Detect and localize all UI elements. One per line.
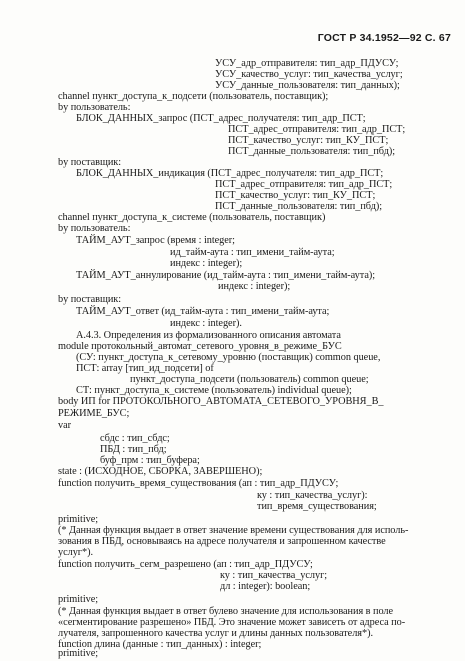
text-line: primitive; (58, 594, 99, 605)
text-line: БЛОК_ДАННЫХ_индикация (ПСТ_адрес_получателя: тип_адр_ПСТ; (76, 168, 384, 179)
text-line: state : (ИСХОДНОЕ, СБОРКА, ЗАВЕРШЕНО); (58, 466, 263, 477)
text-line: by поставщик: (58, 157, 122, 168)
text-line: УСУ_данные_пользователя: тип_данных); (215, 80, 400, 91)
text-line: by поставщик: (58, 294, 122, 305)
text-line: УСУ_адр_отправителя: тип_адр_ПДУСУ; (215, 58, 399, 69)
text-line: function получить_время_существования (ап : тип_адр_ПДУСУ; (58, 478, 339, 489)
text-line: module протокольный_автомат_сетевого_уровня_в_режиме_БУС (58, 341, 342, 352)
text-line: пункт_доступа_подсети (пользователь) common queue; (130, 374, 369, 385)
text-line: channel пункт_доступа_к_системе (пользователь, поставщик) (58, 212, 326, 223)
text-line: by пользователь: (58, 223, 131, 234)
text-line: БЛОК_ДАННЫХ_запрос (ПСТ_адрес_получателя: тип_адр_ПСТ; (76, 113, 366, 124)
text-line: ТАЙМ_АУТ_аннулирование (ид_тайм-аута : тип_имени_тайм-аута); (76, 270, 376, 281)
text-line: ПСТ_адрес_отправителя: тип_адр_ПСТ; (228, 124, 406, 135)
text-line: индекс : integer); (218, 281, 291, 292)
text-line: лучателя, запрошенного качества услуг и длины данных пользователя*). (58, 628, 373, 639)
text-line: (СУ: пункт_доступа_к_сетевому_уровню (поставщик) common queue, (76, 352, 381, 363)
text-line: var (58, 420, 71, 431)
text-line: буф_прм : тип_буфера; (100, 455, 200, 466)
text-line: сбдс : тип_сбдс; (100, 433, 170, 444)
text-line: ПСТ: array [тип_ид_подсети] of (76, 363, 214, 374)
text-line: СТ: пункт_доступа_к_системе (пользователь) individual queue); (76, 385, 352, 396)
text-line: ТАЙМ_АУТ_запрос (время : integer; (76, 235, 235, 246)
page-header: ГОСТ Р 34.1952—92 С. 67 (317, 32, 451, 44)
text-line: (* Данная функция выдает в ответ значение времени существования для исполь- (58, 525, 409, 536)
text-line: by пользователь: (58, 102, 131, 113)
text-line: ПСТ_данные_пользователя: тип_пбд); (215, 201, 383, 212)
text-line: ПСТ_качество_услуг: тип_КУ_ПСТ; (228, 135, 389, 146)
text-line: function получить_сегм_разрешено (ап : тип_адр_ПДУСУ; (58, 559, 313, 570)
text-line: зования в ПБД, основываясь на адресе получателя и запрошенном качестве (58, 536, 386, 547)
text-line: primitive; (58, 648, 99, 659)
text-line: ПСТ_адрес_отправителя: тип_адр_ПСТ; (215, 179, 393, 190)
text-line: индекс : integer); (170, 258, 243, 269)
text-line: УСУ_качество_услуг: тип_качества_услуг; (215, 69, 403, 80)
text-line: РЕЖИМЕ_БУС; (58, 408, 130, 419)
text-line: ТАЙМ_АУТ_ответ (ид_тайм-аута : тип_имени_тайм-аута; (76, 306, 330, 317)
text-line: ид_тайм-аута : тип_имени_тайм-аута; (170, 247, 335, 258)
text-line: channel пункт_доступа_к_подсети (пользователь, поставщик); (58, 91, 329, 102)
text-line: function длина (данные : тип_данных) : integer; (58, 639, 262, 650)
text-line: А.4.3. Определения из формализованного описания автомата (76, 330, 341, 341)
text-line: ПБД : тип_пбд; (100, 444, 167, 455)
text-line: индекс : integer). (170, 318, 242, 329)
text-line: ПСТ_качество_услуг: тип_КУ_ПСТ; (215, 190, 376, 201)
text-line: body ИП for ПРОТОКОЛЬНОГО_АВТОМАТА_СЕТЕВОГО_УРОВНЯ_В_ (58, 396, 384, 407)
text-line: primitive; (58, 514, 99, 525)
text-line: дл : integer): boolean; (220, 581, 311, 592)
text-line: ку : тип_качества_услуг; (220, 570, 328, 581)
text-line: (* Данная функция выдает в ответ булево значение для использования в поле (58, 606, 394, 617)
text-line: тип_время_существования; (257, 501, 377, 512)
text-line: «сегментирование разрешено» ПБД. Это значение может зависеть от адреса по- (58, 617, 406, 628)
text-line: услуг*). (58, 547, 93, 558)
text-line: ку : тип_качества_услуг): (257, 490, 368, 501)
text-line: ПСТ_данные_пользователя: тип_пбд); (228, 146, 396, 157)
